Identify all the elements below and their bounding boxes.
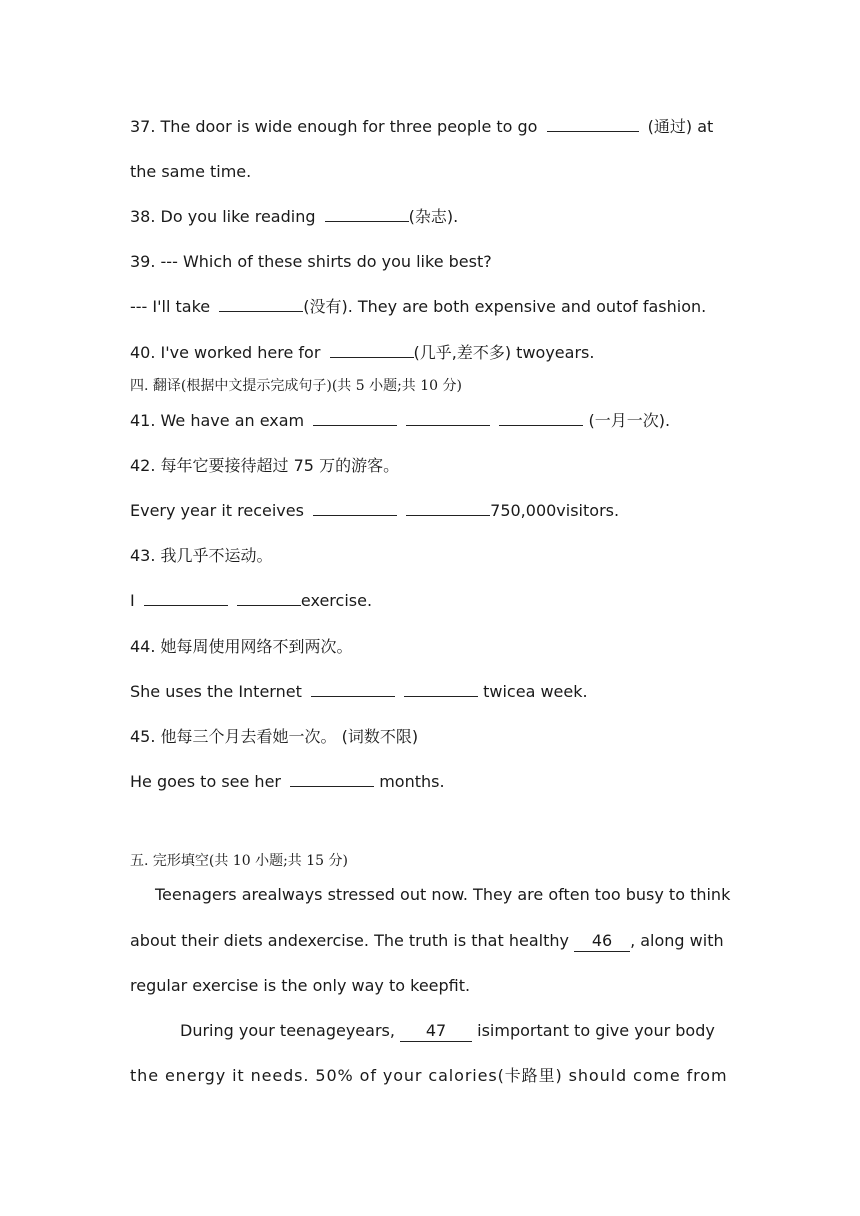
passage-text: regular exercise is the only way to keepfit. [130,976,471,995]
q39-answer-line [130,296,730,318]
section4-title: 四. 翻译(根据中文提示完成句子)(共 5 小题;共 10 分) [130,378,462,394]
answer-blank[interactable] [144,590,228,606]
passage-line-1 [130,884,730,906]
answer-blank[interactable] [499,410,583,426]
q39-suffix: (没有). They are both expensive and outof fashion. [303,297,707,316]
q42-suffix: 750,000visitors. [490,501,620,520]
cloze-blank-47[interactable]: 47 [400,1021,472,1042]
answer-blank[interactable] [547,116,639,132]
q41-line [130,410,730,432]
q42-line [130,500,730,522]
passage-text: Teenagers arealways stressed out now. They are often too busy to think [155,885,731,904]
q37-text: 37. The door is wide enough for three people to go [130,117,538,136]
q45-suffix: months. [379,772,445,791]
answer-blank[interactable] [325,206,409,222]
cloze-blank-46[interactable]: 46 [574,931,630,952]
section5-title: 五. 完形填空(共 10 小题;共 15 分) [130,853,348,869]
answer-blank[interactable] [313,500,397,516]
q42-text: Every year it receives [130,501,304,520]
q45-text: He goes to see her [130,772,281,791]
answer-blank[interactable] [219,296,303,312]
q44-suffix: twicea week. [483,682,588,701]
answer-blank[interactable] [290,771,374,787]
q43-line [130,590,730,612]
passage-line-4 [130,1020,730,1042]
q37-continuation: the same time. [130,162,252,181]
q44-chinese [130,636,730,658]
q38-hint: (杂志). [408,207,459,226]
q44-text: She uses the Internet [130,682,302,701]
q40-text: 40. I've worked here for [130,343,321,362]
q39-prefix: --- I'll take [130,297,211,316]
q38-text: 38. Do you like reading [130,207,316,226]
q37-line2 [130,161,730,183]
passage-text: , along with [630,931,724,950]
q44-line [130,681,730,703]
passage-line-5 [130,1065,730,1087]
passage-text: about their diets andexercise. The truth is that healthy [130,931,569,950]
answer-blank[interactable] [313,410,397,426]
answer-blank[interactable] [311,681,395,697]
q41-text: 41. We have an exam [130,411,305,430]
q40-hint: (几乎,差不多) twoyears. [413,343,595,362]
q43-text: I [130,591,135,610]
q37-hint: (通过) at [647,117,714,136]
q38-line [130,206,730,228]
q39-question [130,251,730,273]
q39-text: 39. --- Which of these shirts do you like best? [130,252,492,271]
answer-blank[interactable] [404,681,478,697]
q43-prompt: 43. 我几乎不运动。 [130,546,273,565]
q44-prompt: 44. 她每周使用网络不到两次。 [130,637,353,656]
q45-chinese [130,726,730,748]
q45-prompt: 45. 他每三个月去看她一次。 (词数不限) [130,727,419,746]
q41-hint: (一月一次). [588,411,671,430]
answer-blank[interactable] [237,590,301,606]
passage-text: the energy it needs. 50% of your calories(卡路里) should come from [130,1066,728,1085]
passage-text: isimportant to give your body [477,1021,715,1040]
section5-heading [130,850,730,872]
q43-chinese [130,545,730,567]
answer-blank[interactable] [406,500,490,516]
q40-line [130,342,730,364]
q45-line [130,771,730,793]
answer-blank[interactable] [406,410,490,426]
answer-blank[interactable] [330,342,414,358]
section4-heading [130,375,730,397]
passage-line-3 [130,975,730,997]
passage-text: During your teenageyears, [180,1021,395,1040]
q42-chinese [130,455,730,477]
passage-line-2 [130,930,730,952]
q43-suffix: exercise. [300,591,373,610]
q37-line1 [130,116,730,138]
q42-prompt: 42. 每年它要接待超过 75 万的游客。 [130,456,400,475]
